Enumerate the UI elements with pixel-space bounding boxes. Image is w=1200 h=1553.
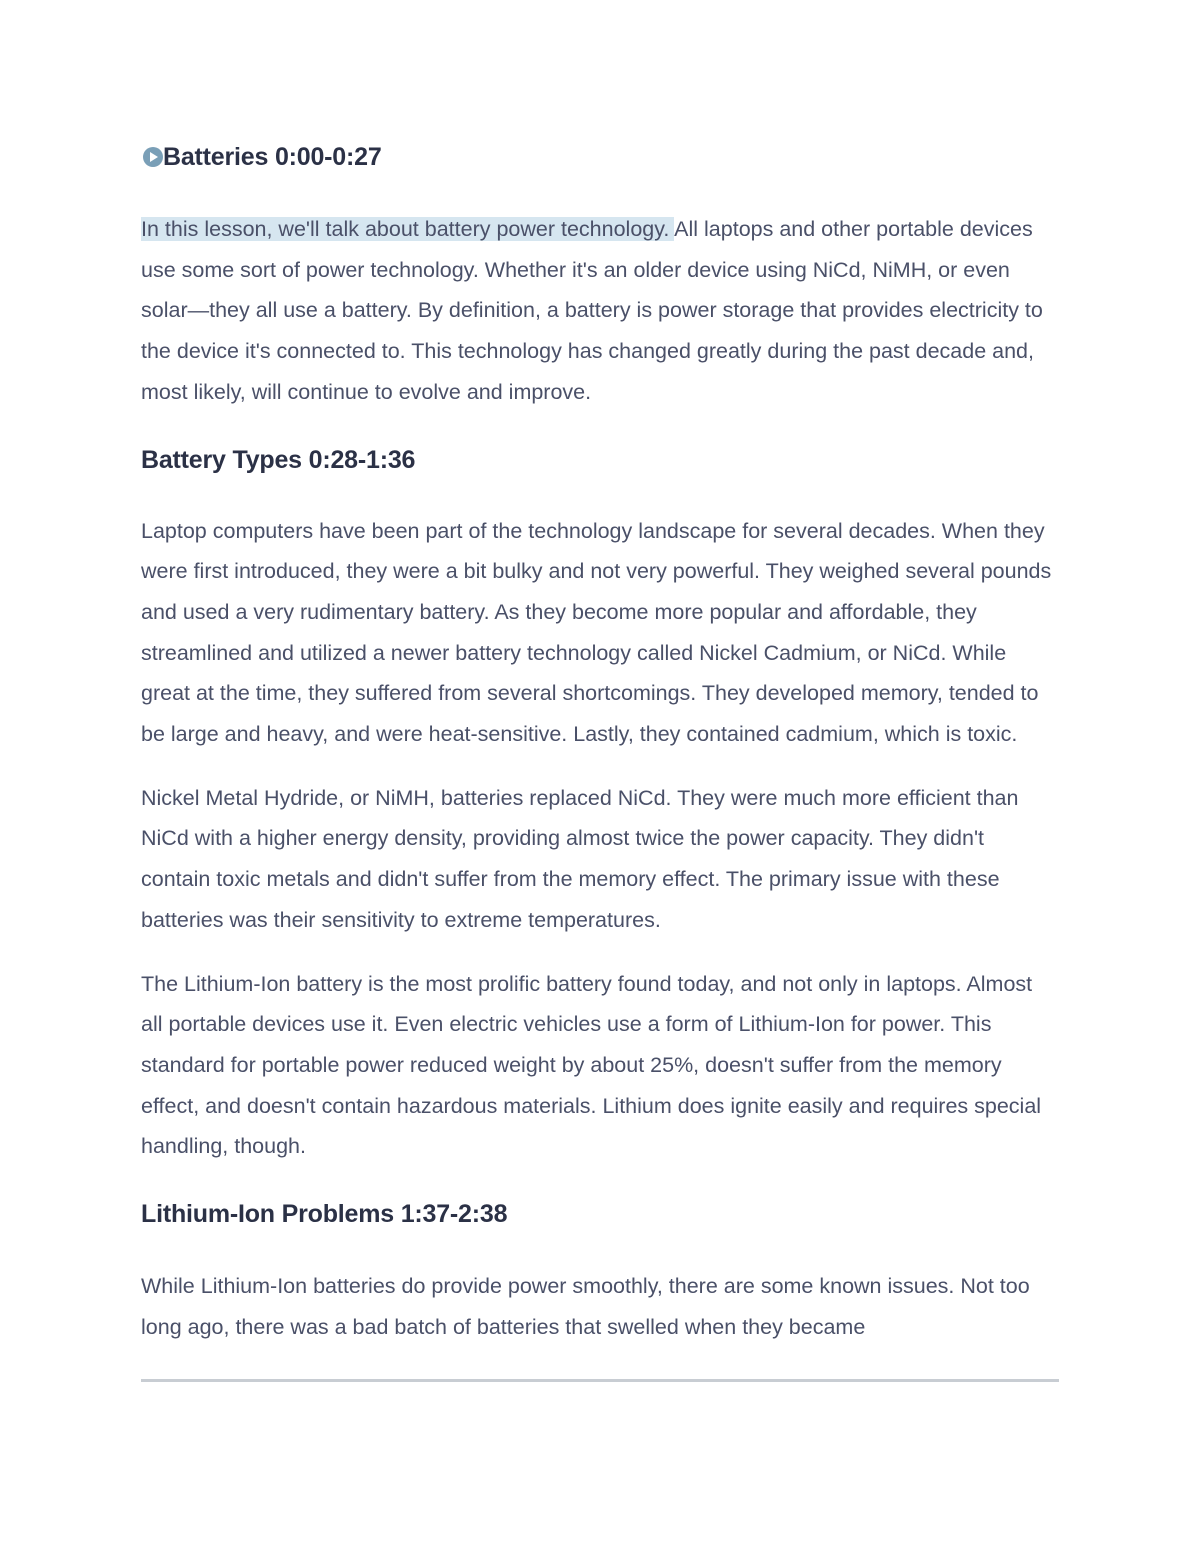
intro-paragraph-rest: All laptops and other portable devices use some sort of power technology. Whether it's an older device using NiCd, NiMH, or even solar—they all use a battery. By definition, a battery is power storage that provides electricity to the device it's connected to. This technology has changed greatly during the past decade and, most likely, will continue to evolve and improve. — [141, 217, 1043, 404]
paragraph-lithium-ion: The Lithium-Ion battery is the most prolific battery found today, and not only in laptops. Almost all portable devices use it. Even electric vehicles use a form of Lithium-Ion for power. This standard for portable power reduced weight by about 25%, doesn't suffer from the memory effect, and doesn't contain hazardous materials. Lithium does ignite easily and requires special handling, though. — [141, 971, 1042, 1159]
section-title-text: Batteries 0:00-0:27 — [163, 143, 382, 171]
paragraph-laptop-history: Laptop computers have been part of the technology landscape for several decades. When they were first introduced, they were a bit bulky and not very powerful. They weighed several pounds and used a very rudimentary battery. As they become more popular and affordable, they streamlined and utilized a newer battery technology called Nickel Cadmium, or NiCd. While great at the time, they suffered from several shortcomings. They developed memory, tended to be large and heavy, and were heat-sensitive. Lastly, they contained cadmium, which is toxic. — [141, 518, 1052, 747]
document-page — [141, 140, 1059, 1347]
section-title-lithium-ion-problems: Lithium-Ion Problems 1:37-2:38 — [141, 1200, 508, 1229]
section-title-battery-types: Battery Types 0:28-1:36 — [141, 445, 416, 474]
page-cutoff-divider — [141, 1379, 1059, 1382]
intro-paragraph — [141, 209, 1059, 413]
paragraph-lithium-ion-problems: While Lithium-Ion batteries do provide power smoothly, there are some known issues. Not too long ago, there was a bad batch of batteries that swelled when they became — [141, 1274, 1030, 1339]
highlighted-sentence: In this lesson, we'll talk about battery power technology. — [141, 217, 675, 241]
paragraph-nimh: Nickel Metal Hydride, or NiMH, batteries replaced NiCd. They were much more efficient than NiCd with a higher energy density, providing almost twice the power capacity. They didn't contain toxic metals and didn't suffer from the memory effect. The primary issue with these batteries was their sensitivity to extreme temperatures. — [141, 785, 1019, 932]
play-circle-icon[interactable] — [143, 147, 163, 167]
section-title-batteries — [143, 140, 1059, 174]
